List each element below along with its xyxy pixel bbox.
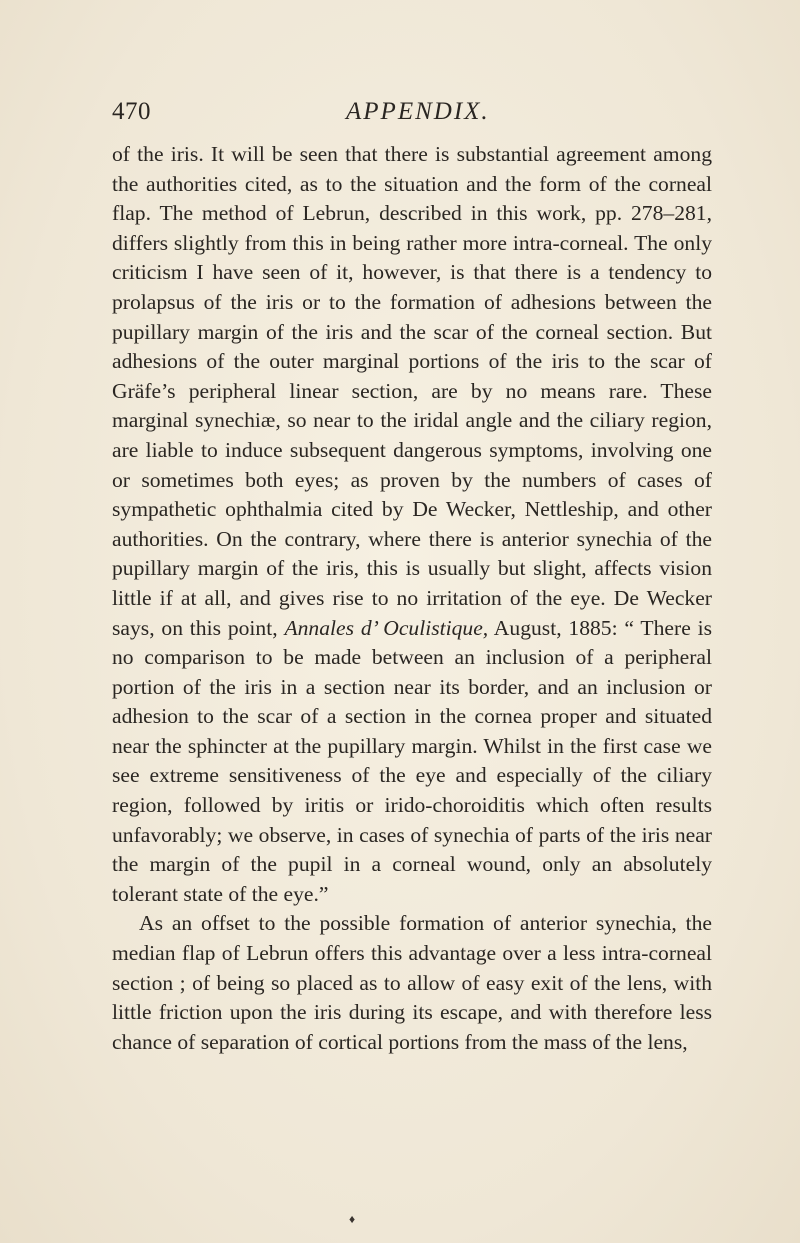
paragraph-1-text-a: of the iris. It will be seen that there is substantial agreement among the authorities cited, as to the situation and the form of the corneal flap. The method of Lebrun, described in this work, pp. 278–281, differs slightly from this in being rather more intra-corneal. The only criticism I have seen of it, however, is that there is a tendency to prolapsus of the iris or to the formation of adhesions between the pupillary margin of the iris and the scar of the corneal section. But adhesions of the outer marginal portions of the iris to the scar of Gräfe’s peripheral linear section, are by no means rare. These marginal synechiæ, so near to the iridal angle and the ciliary region, are liable to induce subsequent dangerous symptoms, involving one or sometimes both eyes; as proven by the numbers of cases of sympathetic ophthalmia cited by De Wecker, Nettleship, and other authorities. On the contrary, where there is anterior synechia of the pupillary margin of the iris, this is usually but slight, affects vision little if at all, and gives rise to no irritation of the eye. De Wecker says, on this point,	[112, 142, 712, 640]
paragraph-1	[112, 140, 712, 909]
paragraph-1-text-b: August, 1885: “ There is no comparison to be made between an inclusion of a peripheral portion of the iris in a section near its border, and an inclusion or adhesion to the scar of a section in the cornea proper and situated near the sphincter at the pupillary margin. Whilst in the first case we see extreme sensitiveness of the eye and especially of the ciliary region, followed by iritis or irido-choroiditis which often results unfavorably; we observe, in cases of synechia of parts of the iris near the margin of the pupil in a corneal wound, only an absolutely tolerant state of the eye.”	[112, 615, 712, 906]
body-text	[112, 140, 712, 1057]
page-number: 470	[112, 98, 151, 125]
running-head	[112, 94, 712, 130]
running-title: APPENDIX.	[346, 98, 490, 125]
journal-title: Annales d’ Oculistique,	[284, 615, 489, 640]
footer-mark: ♦	[349, 1212, 356, 1226]
paragraph-2: As an offset to the possible formation of anterior synechia, the median flap of Lebrun offers this advantage over a less intra-corneal section ; of being so placed as to allow of easy exit of the lens, with little friction upon the iris during its escape, and with therefore less chance of separation of cortical portions from the mass of the lens,	[112, 911, 712, 1054]
